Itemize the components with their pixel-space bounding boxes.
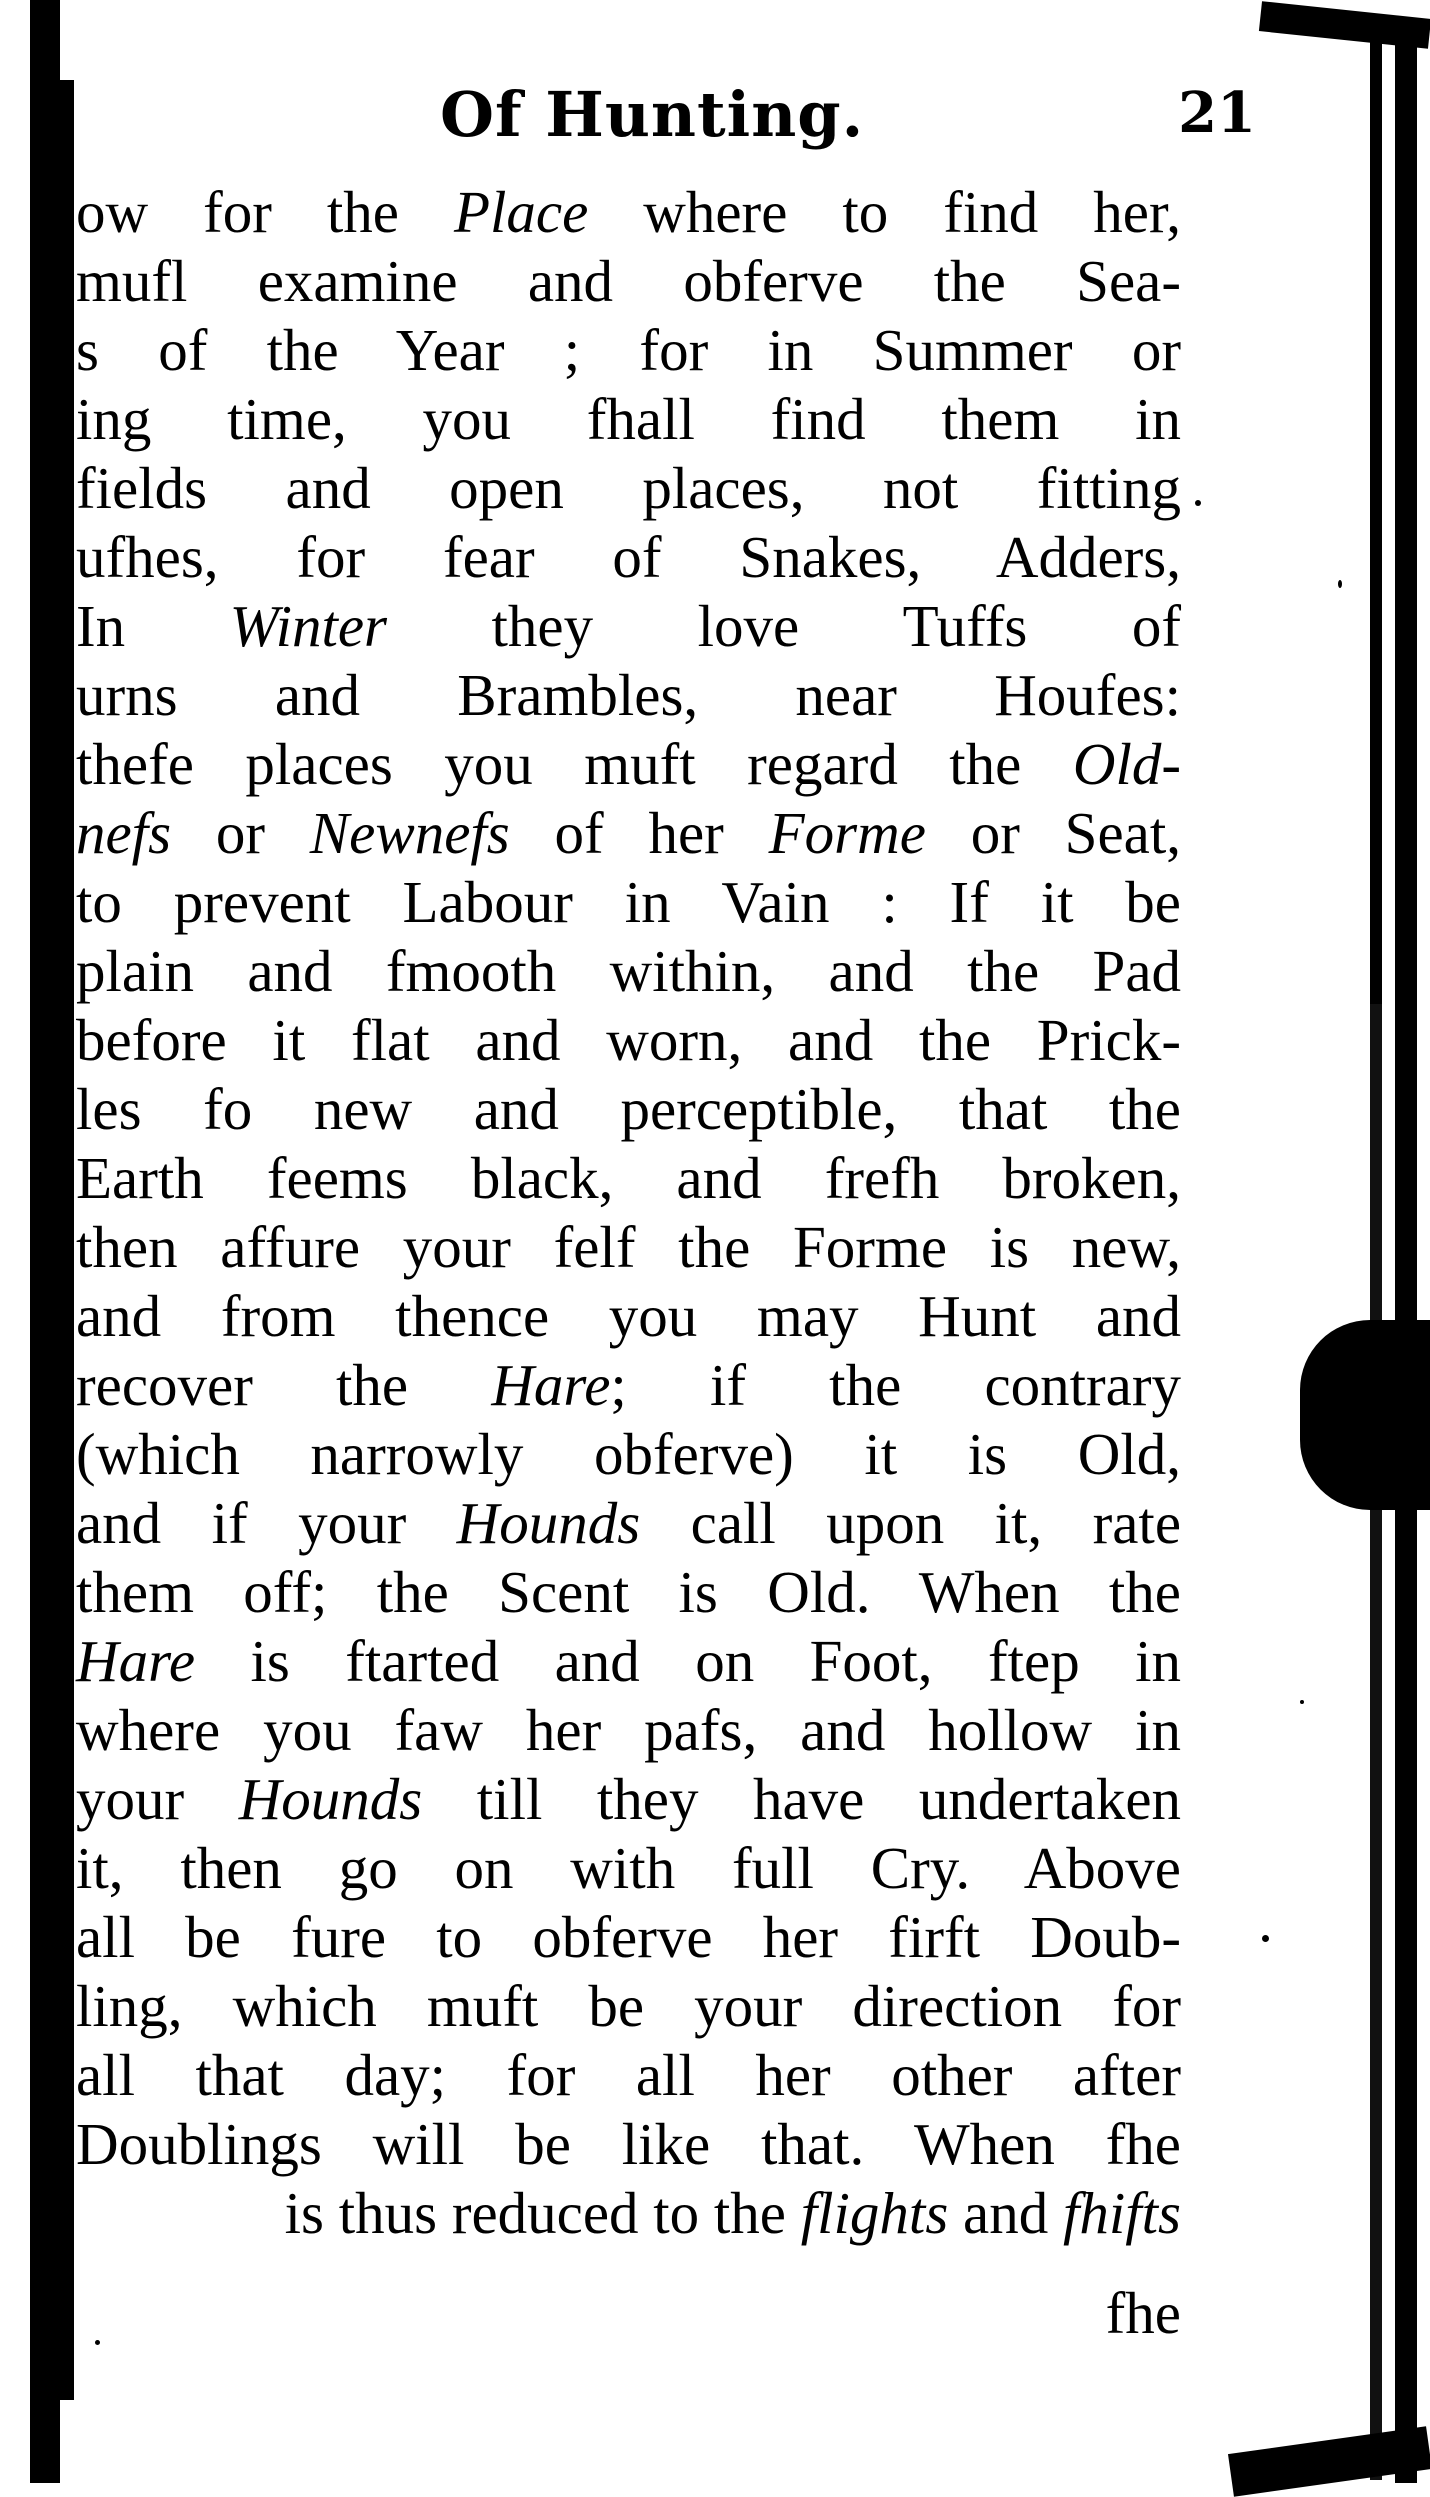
text-line [76, 1282, 1181, 1351]
text-run: call upon it, rate [640, 1490, 1182, 1556]
text-line [76, 385, 1181, 454]
page-edge-rule-right [1370, 20, 1382, 2480]
book-page [76, 0, 1366, 2483]
italic-text-run: Hounds [456, 1490, 641, 1556]
italic-text-run: fhifts [1062, 2180, 1181, 2246]
italic-text-run: Old- [1072, 731, 1181, 797]
text-line [76, 1420, 1181, 1489]
text-line [76, 661, 1181, 730]
text-run: and if your [76, 1490, 457, 1556]
text-run: urns and Brambles, near Houfes: [76, 662, 1181, 728]
text-line [76, 2110, 1181, 2179]
text-run: In [76, 593, 230, 659]
text-run: mufl examine and obferve the Sea- [76, 248, 1181, 314]
italic-text-run: Hare [491, 1352, 611, 1418]
text-run: where you faw her pafs, and hollow in [76, 1697, 1181, 1763]
text-run: all that day; for all her other after [76, 2042, 1181, 2108]
text-line [76, 454, 1181, 523]
text-line [76, 1489, 1181, 1558]
italic-text-run: flights [800, 2180, 949, 2246]
text-line [76, 178, 1181, 247]
text-run: ; if the contrary [610, 1352, 1182, 1418]
text-run: where to find her, [588, 179, 1181, 245]
text-line [76, 937, 1181, 1006]
text-line [76, 1075, 1181, 1144]
text-line [76, 868, 1181, 937]
text-run: thefe places you muft regard the [76, 731, 1073, 797]
text-run: ufhes, for fear of Snakes, Adders, [76, 524, 1181, 590]
text-line [76, 730, 1181, 799]
catchword-line [76, 2279, 1181, 2348]
text-run: them off; the Scent is Old. When the [76, 1559, 1181, 1625]
text-line [76, 1972, 1181, 2041]
text-run: is ftarted and on Foot, ftep in [195, 1628, 1181, 1694]
italic-text-run: Place [453, 179, 589, 245]
text-run: your [76, 1766, 239, 1832]
text-run: (which narrowly obferve) it is Old, [76, 1421, 1181, 1487]
text-line [76, 2179, 1181, 2248]
text-run: all be fure to obferve her firft Doub- [76, 1904, 1181, 1970]
italic-text-run: Hare [76, 1628, 196, 1694]
text-line [76, 1558, 1181, 1627]
text-run: les fo new and perceptible, that the [76, 1076, 1181, 1142]
text-run: before it flat and worn, and the Prick- [76, 1007, 1181, 1073]
text-run: ling, which muft be your direction for [76, 1973, 1181, 2039]
page-number: 21 [1178, 80, 1256, 146]
running-head [376, 78, 1256, 168]
text-line [76, 2041, 1181, 2110]
text-run: plain and fmooth within, and the Pad [76, 938, 1181, 1004]
text-run: s of the Year ; for in Summer or [76, 317, 1181, 383]
text-line [76, 1213, 1181, 1282]
text-run: fields and open places, not fitting [76, 455, 1181, 521]
text-line [76, 1696, 1181, 1765]
text-line [76, 592, 1181, 661]
page-edge-shadow-right [1395, 30, 1417, 2483]
body-text [76, 178, 1181, 2248]
text-line [76, 1627, 1181, 1696]
text-run: Earth feems black, and frefh broken, [76, 1145, 1181, 1211]
text-line [76, 799, 1181, 868]
text-run: is thus reduced to the [284, 2180, 801, 2246]
text-line [76, 1144, 1181, 1213]
text-run: to prevent Labour in Vain : If it be [76, 869, 1181, 935]
italic-text-run: Hounds [238, 1766, 423, 1832]
italic-text-run: Winter [229, 593, 387, 659]
text-line [76, 316, 1181, 385]
italic-text-run: Newnefs [309, 800, 510, 866]
text-line [76, 247, 1181, 316]
text-line [76, 1006, 1181, 1075]
text-run: they love Tuffs of [387, 593, 1181, 659]
text-run: recover the [76, 1352, 492, 1418]
text-run: Doublings will be like that. When fhe [76, 2111, 1181, 2177]
text-run: or [171, 800, 310, 866]
text-run: or Seat, [925, 800, 1181, 866]
text-run: ing time, you fhall find them in [76, 386, 1181, 452]
text-line [76, 1903, 1181, 1972]
page-gutter-rule-left [60, 80, 74, 2400]
text-line [76, 1351, 1181, 1420]
text-run: it, then go on with full Cry. Above [76, 1835, 1181, 1901]
text-line [76, 1834, 1181, 1903]
text-run: ow for the [76, 179, 454, 245]
text-run: and from thence you may Hunt and [76, 1283, 1181, 1349]
text-run: till they have undertaken [422, 1766, 1182, 1832]
text-line [76, 523, 1181, 592]
italic-text-run: nefs [76, 800, 172, 866]
text-run: then affure your felf the Forme is new, [76, 1214, 1181, 1280]
text-run: and [948, 2180, 1063, 2246]
text-run: of her [509, 800, 769, 866]
catchword: fhe [1105, 2280, 1181, 2346]
text-line [76, 1765, 1181, 1834]
page-gutter-shadow-left [30, 0, 60, 2483]
running-head-title: Of Hunting. [440, 78, 865, 151]
italic-text-run: Forme [768, 800, 926, 866]
